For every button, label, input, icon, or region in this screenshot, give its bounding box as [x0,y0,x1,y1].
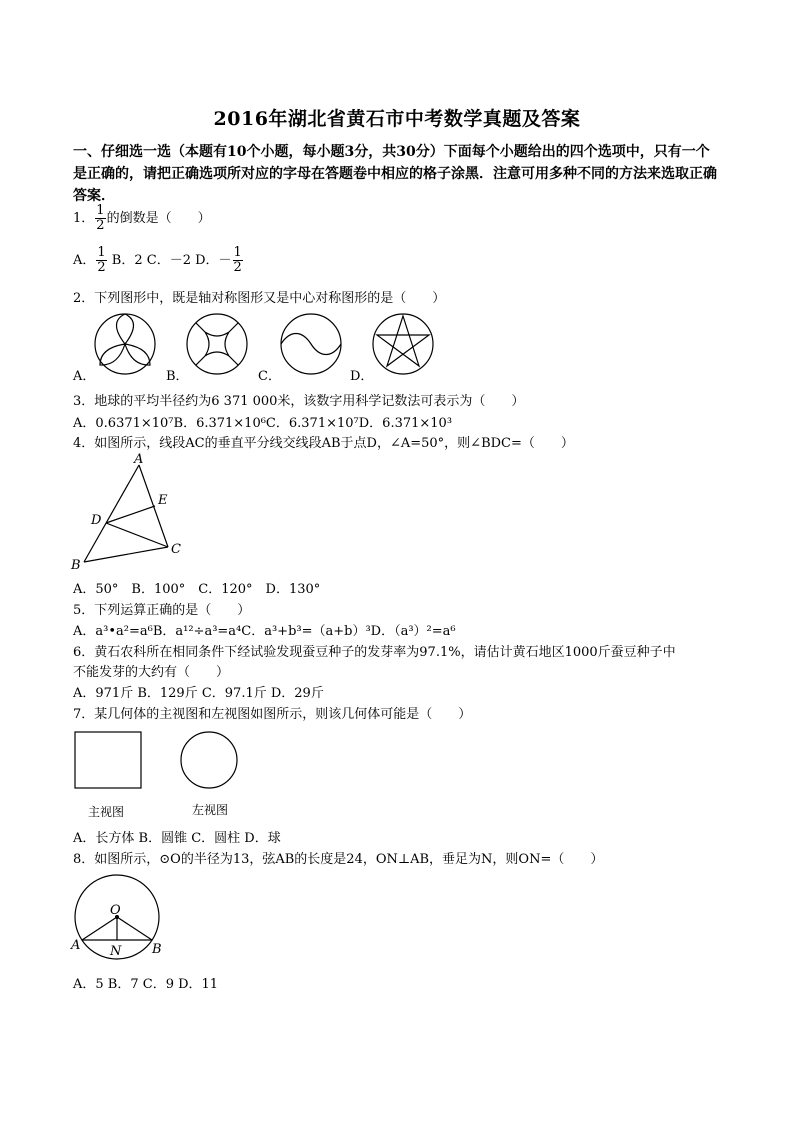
q2-label-c: C． [258,369,281,384]
q2-figure-a [95,314,155,374]
page-title: 2016年湖北省黄石市中考数学真题及答案 [213,108,581,130]
question-3-stem: 3．地球的平均半径约为6 371 000米，该数字用科学记数法可表示为（ ） [73,394,525,409]
question-5-options: A．a³•a²=a⁶B．a¹²÷a³=a⁴C．a³+b³=（a+b）³D．（a³）²=a⁶ [73,624,456,639]
q4-point-e: E [158,493,168,508]
q1-number: 1． [73,211,95,226]
question-1-options: A． $\frac{1}{2}$ B．2 C．－2 D．－ $\frac{1}{2}$ [73,245,242,275]
question-4-stem: 4．如图所示，线段AC的垂直平分线交线段AB于点D，∠A=50°，则∠BDC=（ ） [73,436,574,451]
question-5-stem: 5．下列运算正确的是（ ） [73,603,251,618]
q2-figure-b [187,314,247,374]
q8-point-o: O [110,903,121,918]
q1-optD-fraction: $\frac{1}{2}$ [233,245,242,275]
question-4-options: A．50° B．100° C．120° D．130° [73,582,321,597]
q4-point-a: A [134,452,144,467]
question-7-stem: 7．某几何体的主视图和左视图如图所示，则该几何体可能是（ ） [73,707,472,722]
section-instructions-line3: 答案． [73,188,115,204]
question-6-line1: 6．黄石农科所在相同条件下经试验发现蚕豆种子的发芽率为97.1%，请估计黄石地区1000斤蚕豆种子中 [73,645,676,660]
question-8-options: A．5 B．7 C．9 D．11 [73,977,219,992]
q4-point-b: B [71,558,81,573]
q2-label-d: D． [350,369,374,384]
question-2-stem: 2．下列图形中，既是轴对称图形又是中心对称图形的是（ ） [73,291,446,306]
q7-front-view-square [75,732,141,788]
question-7-options: A．长方体 B．圆锥 C．圆柱 D．球 [73,831,281,846]
q7-left-view-label: 左视图 [192,803,229,817]
q7-front-view-label: 主视图 [88,805,125,819]
q1-fraction: $\frac{1}{2}$ [96,203,105,233]
section-instructions-line2: 是正确的，请把正确选项所对应的字母在答题卷中相应的格子涂黑．注意可用多种不同的方法来选取正确 [73,166,717,182]
q2-figure-c [281,314,341,374]
q4-point-d: D [91,513,102,528]
q8-point-n: N [110,944,122,959]
q8-point-b: B [152,942,162,957]
q4-point-c: C [171,542,181,557]
question-6-line2: 不能发芽的大约有（ ） [73,665,230,680]
question-3-options: A．0.6371×10⁷B．6.371×10⁶C．6.371×10⁷D．6.371×10³ [73,416,453,431]
q1-optA-fraction: $\frac{1}{2}$ [97,245,106,275]
q1-stem: 的倒数是（ ） [106,211,211,226]
q2-figure-d [373,314,433,374]
section-instructions-line1: 一、仔细选一选（本题有10个小题，每小题3分，共30分）下面每个小题给出的四个选项中，只有一个 [73,144,710,160]
q7-left-view-circle [181,732,237,788]
question-6-options: A．971斤 B．129斤 C．97.1斤 D．29斤 [73,686,324,701]
q2-label-b: B． [166,369,189,384]
question-8-stem: 8．如图所示，⊙O的半径为13，弦AB的长度是24，ON⊥AB，垂足为N，则ON=（ ） [73,852,604,867]
q8-point-labels [70,903,162,959]
q8-point-a: A [71,938,81,953]
q2-label-a: A． [73,369,96,384]
